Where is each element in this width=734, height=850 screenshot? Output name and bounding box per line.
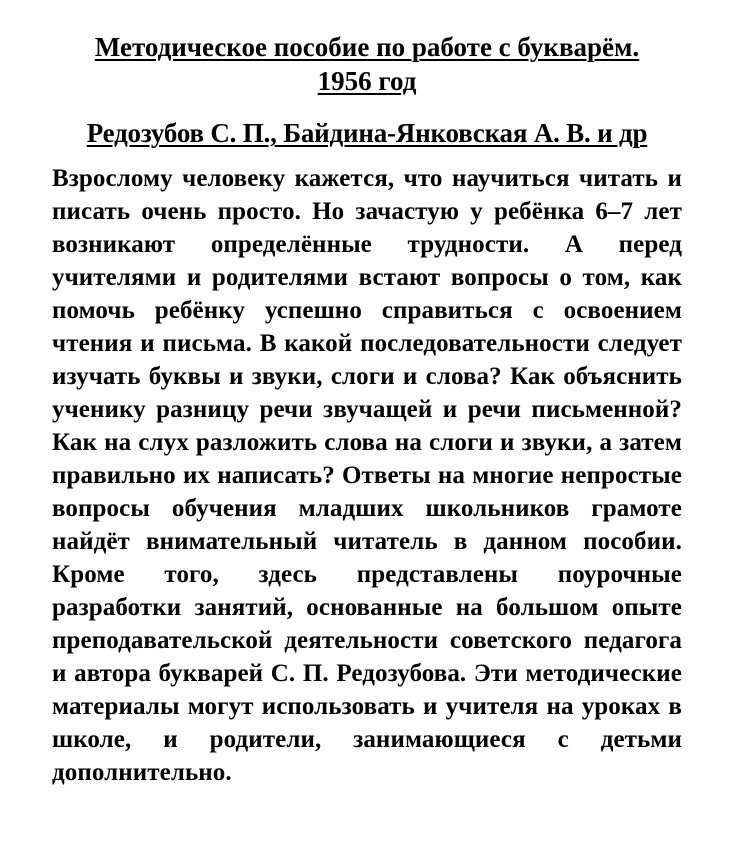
title-line-2: 1956 год [317,66,417,96]
title-line-1: Методическое пособие по работе с букварём. [94,32,640,62]
description-paragraph: Взрослому человеку кажется, что научиться читать и писать очень просто. Но зачастую у ребёнка 6–7 лет возникают определённые трудности. А перед учителями и родителями встают вопросы о том, как помочь ребёнку успешно справиться с освоением чтения и письма. В какой последовательности следует изучать буквы и звуки, слоги и слова? Как объяснить ученику разницу речи звучащей и речи письменной? Как на слух разложить слова на слоги и звуки, а затем правильно их написать? Ответы на многие непростые вопросы обучения младших школьников грамоте найдёт внимательный читатель в данном пособии. Кроме того, здесь представлены поурочные разработки занятий, основанные на большом опыте преподавательской деятельности советского педагога и автора букварей С. П. Редозубова. Эти методические материалы могут использовать и учителя на уроках в школе, и родители, занимающиеся с детьми дополнительно. [52,165,682,786]
authors-line: Редозубов С. П., Байдина-Янковская А. В. и др [86,118,648,148]
document-title [52,30,682,98]
